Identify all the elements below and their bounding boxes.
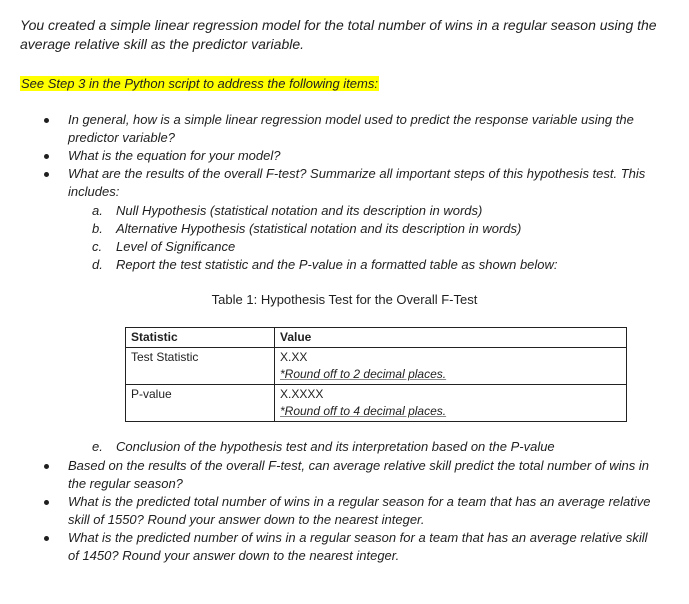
sub-item-letter: e.: [92, 439, 103, 454]
list-item: [0, 165, 689, 201]
sub-item-text: Alternative Hypothesis (statistical notation and its description in words): [116, 221, 522, 236]
list-item-text: What is the predicted total number of wins in a regular season for a team that has an average relative skill of 1550? Round your answer down to the nearest integer.: [68, 494, 651, 527]
row-label: Test Statistic: [126, 348, 275, 385]
row-value-cell: [275, 385, 627, 422]
sub-item-letter: d.: [92, 257, 103, 272]
sub-item-text: Report the test statistic and the P-value in a formatted table as shown below:: [116, 257, 558, 272]
list-item: [0, 493, 689, 529]
row-value: X.XXXX: [280, 387, 324, 401]
bullet-icon: [44, 500, 49, 505]
sub-item: [0, 438, 689, 456]
questions-list-bottom: [0, 457, 689, 565]
hypothesis-test-table: [125, 327, 627, 422]
sub-item: [0, 220, 689, 238]
table-caption: Table 1: Hypothesis Test for the Overall F-Test: [211, 292, 478, 307]
bullet-icon: [44, 464, 49, 469]
sub-item-letter: b.: [92, 221, 103, 236]
list-item-text: What are the results of the overall F-test? Summarize all important steps of this hypothesis test. This includes:: [68, 166, 646, 199]
header-statistic: Statistic: [126, 328, 275, 348]
bullet-icon: [44, 118, 49, 123]
bullet-icon: [44, 536, 49, 541]
sub-item-letter: c.: [92, 239, 103, 254]
sub-items-list: [0, 202, 689, 274]
highlighted-instruction: [20, 75, 379, 92]
row-label: P-value: [126, 385, 275, 422]
highlight-text: See Step 3 in the Python script to address the following items:: [21, 76, 378, 91]
bullet-icon: [44, 154, 49, 159]
row-value-cell: [275, 348, 627, 385]
sub-item-text: Null Hypothesis (statistical notation and its description in words): [116, 203, 483, 218]
list-item-text: Based on the results of the overall F-test, can average relative skill predict the total number of wins in the regular season?: [68, 458, 649, 491]
sub-item-text: Level of Significance: [116, 239, 236, 254]
list-item-text: What is the predicted number of wins in a regular season for a team that has an average relative skill of 1450? Round your answer down to the nearest integer.: [68, 530, 648, 563]
list-item-text: What is the equation for your model?: [68, 148, 281, 163]
row-value: X.XX: [280, 350, 308, 364]
sub-item: [0, 202, 689, 220]
sub-item-text: Conclusion of the hypothesis test and its interpretation based on the P-value: [116, 439, 555, 454]
table-header-row: [126, 328, 627, 348]
list-item: [0, 111, 689, 147]
row-note: *Round off to 4 decimal places.: [280, 404, 447, 418]
list-item: [0, 529, 689, 565]
table-row: [126, 348, 627, 385]
sub-item-letter: a.: [92, 203, 103, 218]
sub-item: [0, 238, 689, 256]
intro-paragraph: You created a simple linear regression model for the total number of wins in a regular season using the average relative skill as the predictor variable.: [20, 17, 657, 52]
header-value: Value: [275, 328, 627, 348]
row-note: *Round off to 2 decimal places.: [280, 367, 447, 381]
list-item: [0, 147, 689, 165]
list-item-text: In general, how is a simple linear regression model used to predict the response variable using the predictor variable?: [68, 112, 634, 145]
list-item: [0, 457, 689, 493]
sub-item: [0, 256, 689, 274]
questions-list-top: [0, 111, 689, 201]
sub-items-list-e: [0, 438, 689, 456]
bullet-icon: [44, 172, 49, 177]
table-row: [126, 385, 627, 422]
